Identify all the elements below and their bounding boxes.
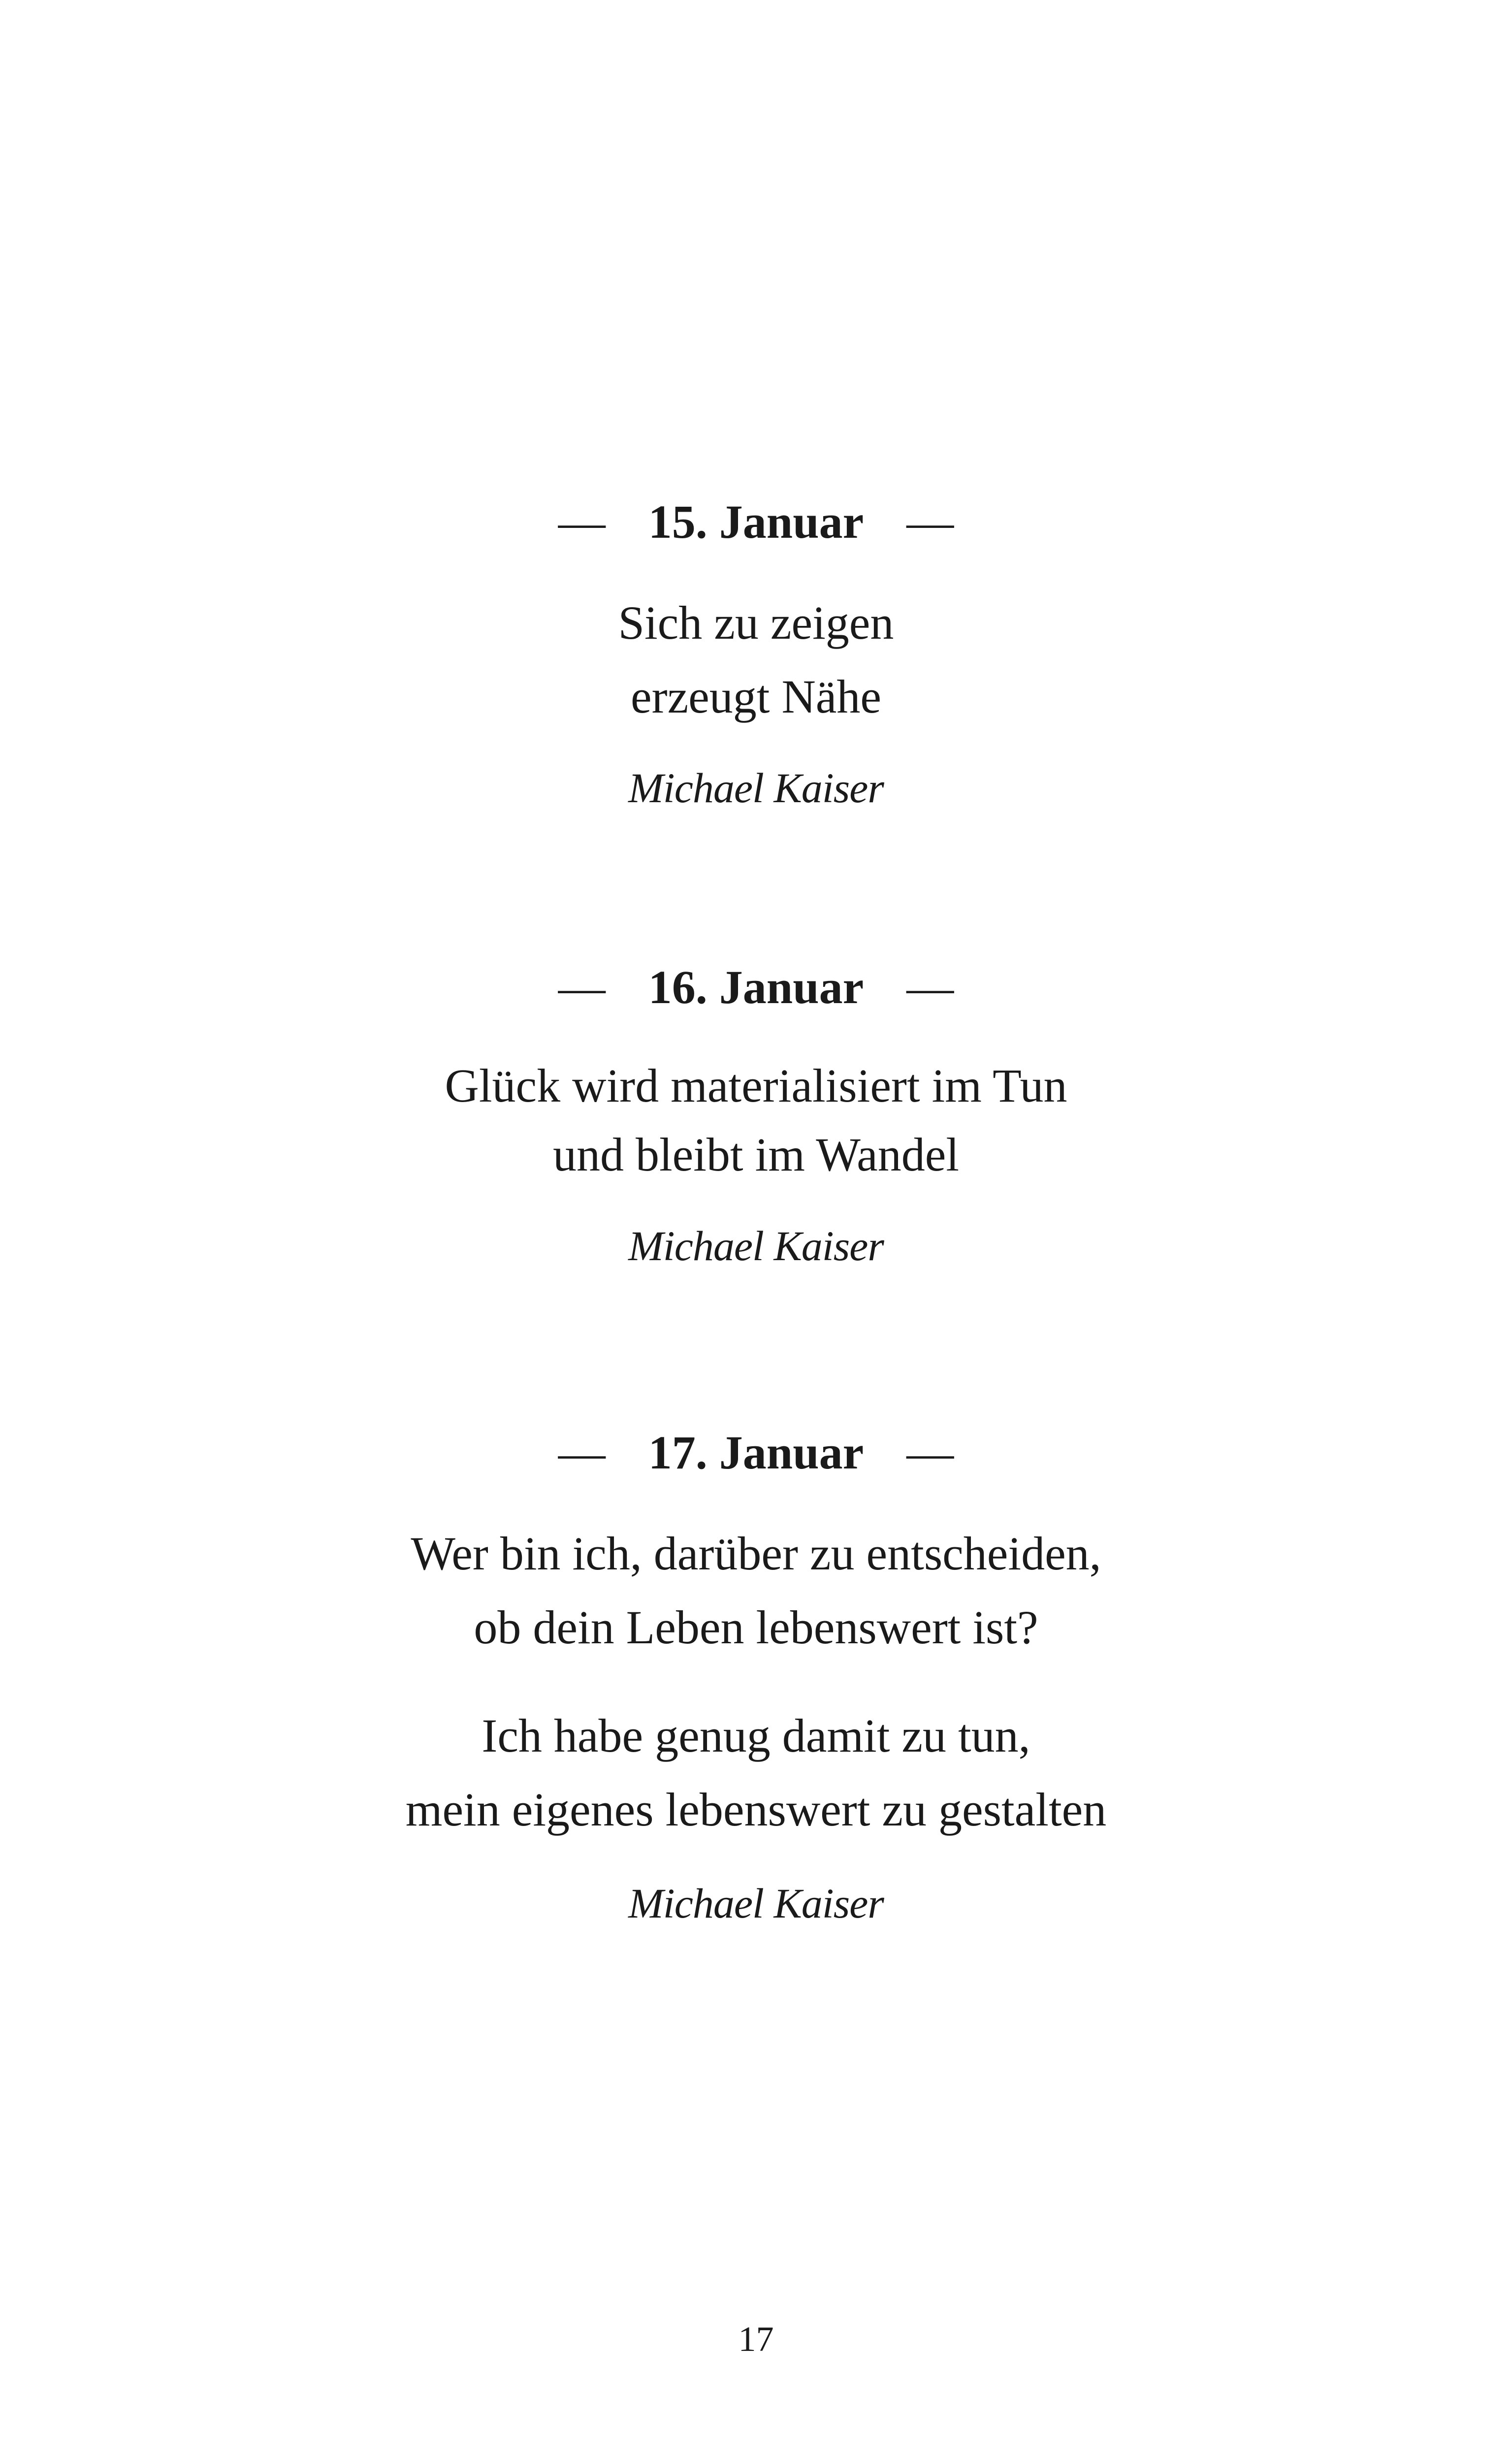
page-number: 17 (738, 2319, 774, 2359)
quote-line: ob dein Leben lebenswert ist? (474, 1601, 1038, 1654)
quote-line: Glück wird materialisiert im Tun (445, 1059, 1067, 1112)
entry-january-15 (0, 488, 1512, 817)
date-heading (0, 488, 1512, 556)
date-heading (0, 1418, 1512, 1487)
quote-line: erzeugt Nähe (630, 670, 881, 723)
quote-stanza (0, 1699, 1512, 1847)
quote-stanza (0, 586, 1512, 734)
em-dash-right: — (906, 495, 954, 548)
author-name: Michael Kaiser (628, 1880, 884, 1927)
em-dash-right: — (906, 961, 954, 1013)
quote-line: und bleibt im Wandel (552, 1128, 960, 1181)
em-dash-right: — (906, 1426, 954, 1479)
date-title: 15. Januar (648, 495, 864, 548)
em-dash-left: — (558, 1426, 606, 1479)
author-name: Michael Kaiser (628, 764, 884, 812)
author-name: Michael Kaiser (628, 1222, 884, 1270)
quote-line: mein eigenes lebenswert zu gestalten (405, 1783, 1107, 1836)
entry-january-17 (0, 1418, 1512, 1933)
em-dash-left: — (558, 495, 606, 548)
quote-stanza (0, 1051, 1512, 1189)
quote-line: Ich habe genug damit zu tun, (482, 1709, 1030, 1762)
quote-line: Sich zu zeigen (618, 596, 894, 649)
date-title: 16. Januar (648, 961, 864, 1013)
entry-january-16 (0, 953, 1512, 1275)
date-heading (0, 953, 1512, 1022)
quote-line: Wer bin ich, darüber zu entscheiden, (411, 1527, 1101, 1580)
quote-stanza (0, 1517, 1512, 1664)
date-title: 17. Januar (648, 1426, 864, 1479)
em-dash-left: — (558, 961, 606, 1013)
